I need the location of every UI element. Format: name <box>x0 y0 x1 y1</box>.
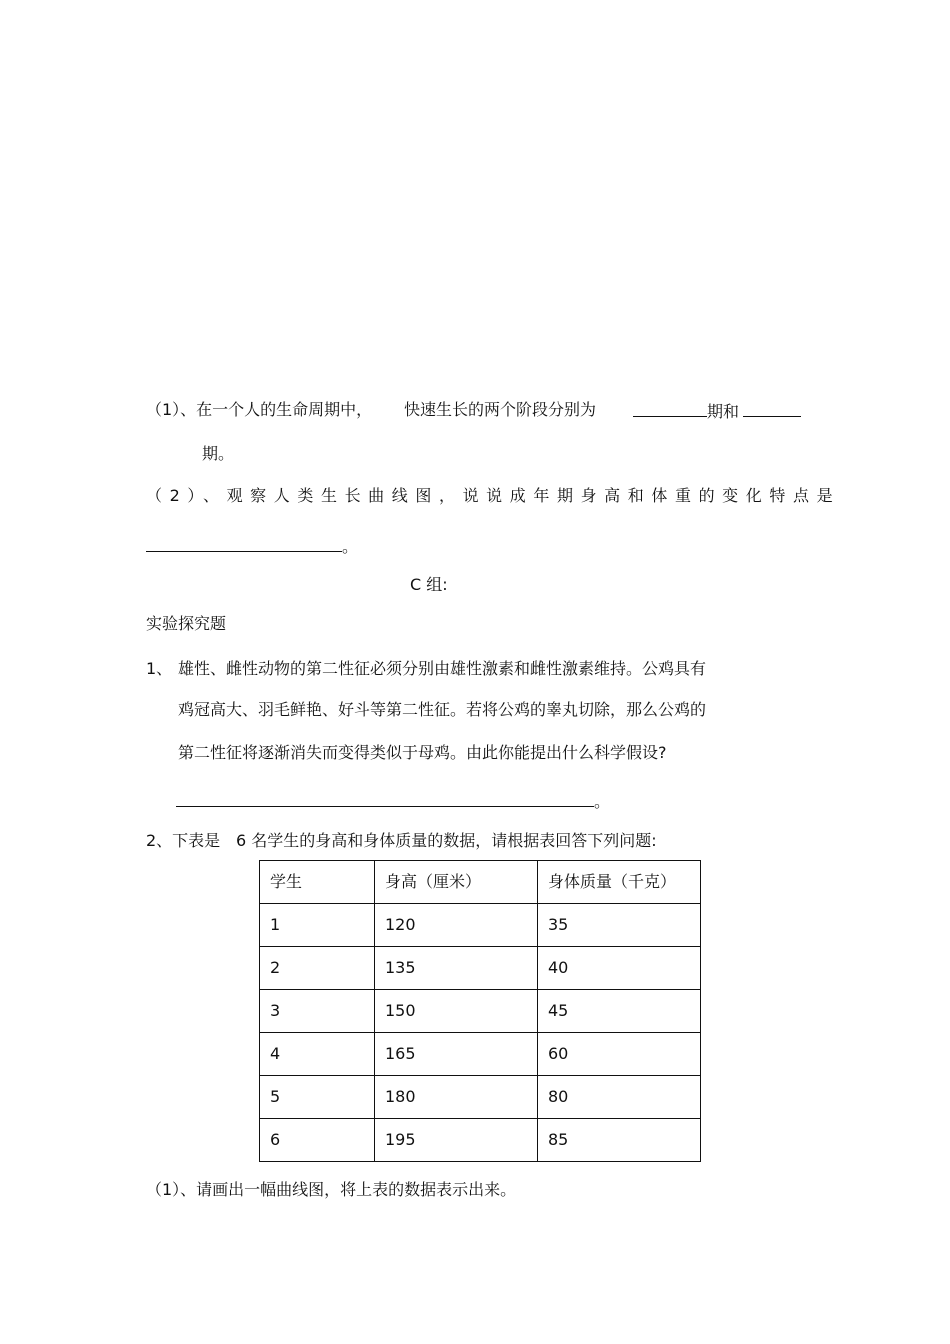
question-1-middle-text <box>404 400 596 420</box>
table-cell: 6 <box>260 1119 375 1162</box>
item-1-end: 。 <box>594 792 611 811</box>
table-cell: 150 <box>375 990 538 1033</box>
table-cell: 120 <box>375 904 538 947</box>
group-title: C 组: <box>410 575 448 594</box>
table-cell: 165 <box>375 1033 538 1076</box>
question-1-middle: 快速生长的两个阶段分别为 <box>404 400 597 419</box>
table-row <box>260 1119 701 1162</box>
question-2-end: 。 <box>342 537 359 556</box>
answer-blank-4[interactable] <box>176 790 594 807</box>
table-cell: 5 <box>260 1076 375 1119</box>
table-header-cell: 学生 <box>260 861 375 904</box>
table-cell: 1 <box>260 904 375 947</box>
item-1-line-3: 第二性征将逐渐消失而变得类似于母鸡。由此你能提出什么科学假设? <box>178 743 667 762</box>
answer-blank-3[interactable] <box>146 535 342 552</box>
table-cell: 4 <box>260 1033 375 1076</box>
answer-blank-1[interactable] <box>633 400 707 417</box>
question-1-answer-line <box>633 400 801 422</box>
question-2-text: （2）、观察人类生长曲线图，说说成年期身高和体重的变化特点是 <box>146 486 841 505</box>
question-2-answer-line <box>146 535 358 557</box>
question-1-line-1 <box>146 400 372 420</box>
student-data-table <box>259 860 701 1162</box>
table-cell: 85 <box>538 1119 701 1162</box>
table-cell: 180 <box>375 1076 538 1119</box>
table-cell: 135 <box>375 947 538 990</box>
answer-blank-2[interactable] <box>743 400 801 417</box>
table-cell: 45 <box>538 990 701 1033</box>
item-1-answer-line <box>176 790 610 812</box>
table-row <box>260 1033 701 1076</box>
table-row <box>260 947 701 990</box>
table-row <box>260 904 701 947</box>
question-1-prefix: （1）、在一个人的生命周期中， <box>146 400 373 419</box>
table-cell: 35 <box>538 904 701 947</box>
sub-question-1: （1）、请画出一幅曲线图，将上表的数据表示出来。 <box>146 1180 517 1199</box>
table-row <box>260 990 701 1033</box>
section-title: 实验探究题 <box>146 614 227 633</box>
item-2-intro-a: 2、下表是 <box>146 831 221 850</box>
table-cell: 40 <box>538 947 701 990</box>
table-row <box>260 1076 701 1119</box>
table-cell: 195 <box>375 1119 538 1162</box>
table-header-row <box>260 861 701 904</box>
table-cell: 3 <box>260 990 375 1033</box>
item-1-number: 1、 <box>146 659 173 678</box>
table-cell: 60 <box>538 1033 701 1076</box>
table-cell: 80 <box>538 1076 701 1119</box>
question-1-line-2: 期。 <box>202 444 235 463</box>
table-header-cell: 身高（厘米） <box>375 861 538 904</box>
item-1-line-2: 鸡冠高大、羽毛鲜艳、好斗等第二性征。若将公鸡的睾丸切除，那么公鸡的 <box>178 700 707 719</box>
item-2-intro-b: 6 名学生的身高和身体质量的数据，请根据表回答下列问题: <box>236 831 657 850</box>
question-1-after-blank: 期和 <box>707 402 740 421</box>
table-cell: 2 <box>260 947 375 990</box>
table-header-cell: 身体质量（千克） <box>538 861 701 904</box>
item-1-line-1: 雄性、雌性动物的第二性征必须分别由雄性激素和雌性激素维持。公鸡具有 <box>178 659 707 678</box>
